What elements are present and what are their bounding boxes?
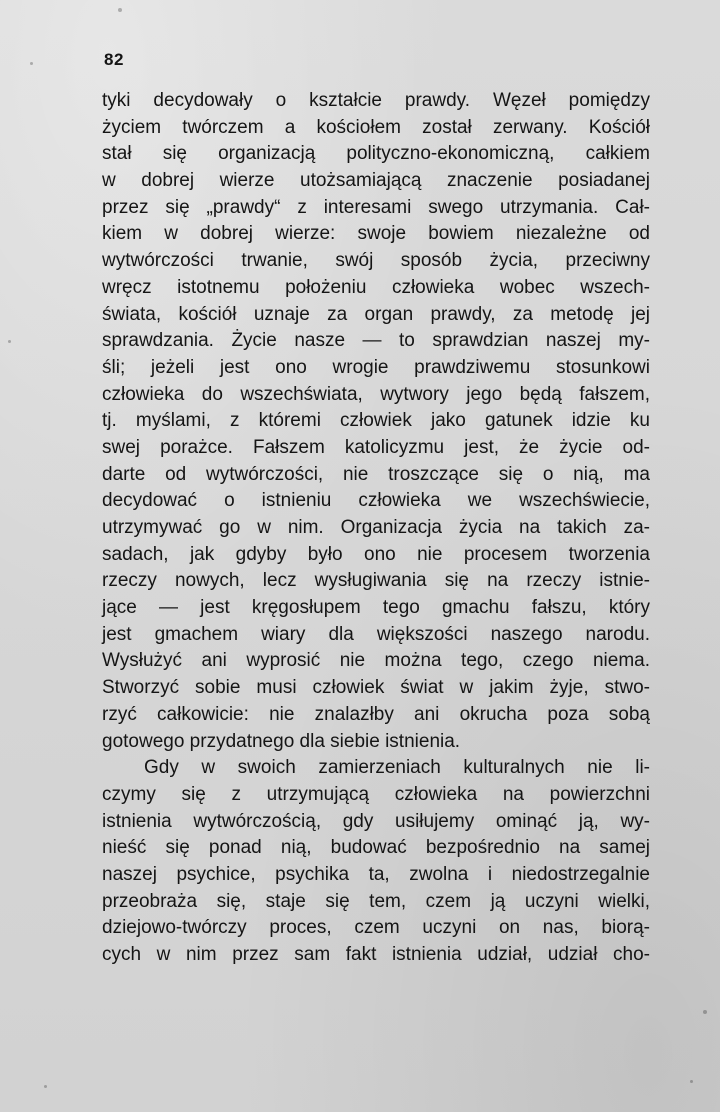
page-number: 82 [104, 50, 124, 69]
text-line: czymy się z utrzymującą człowieka na powierzchni [102, 783, 650, 805]
text-line: Gdy w swoich zamierzeniach kulturalnych nie li- [144, 757, 650, 779]
paper-speck [703, 1010, 707, 1014]
paper-speck [44, 1085, 47, 1088]
text-line: przez się „prawdy“ z interesami swego utrzymania. Cał- [102, 196, 650, 218]
paper-speck [30, 62, 33, 65]
text-line: naszej psychice, psychika ta, zwolna i niedostrzegalnie [102, 863, 650, 885]
text-line: sadach, jak gdyby było ono nie procesem tworzenia [102, 543, 650, 565]
text-line: darte od wytwórczości, nie troszczące się o nią, ma [102, 463, 650, 485]
text-line: nieść się ponad nią, budować bezpośrednio na samej [102, 837, 650, 859]
text-line: przeobraża się, staje się tem, czem ją uczyni wielki, [102, 890, 650, 912]
text-line: Wysłużyć ani wyprosić nie można tego, czego niema. [102, 650, 650, 672]
text-line: wytwórczości trwanie, swój sposób życia, przeciwny [102, 250, 650, 272]
text-line: cych w nim przez sam fakt istnienia udział, udział cho- [102, 944, 650, 965]
text-line: Stworzyć sobie musi człowiek świat w jakim żyje, stwo- [102, 677, 650, 699]
paper-speck [690, 1080, 693, 1083]
text-line: utrzymywać go w nim. Organizacja życia na takich za- [102, 517, 650, 538]
text-line: gotowego przydatnego dla siebie istnienia. [102, 730, 461, 752]
text-line: człowieka do wszechświata, wytwory jego będą fałszem, [102, 383, 650, 405]
text-line: dziejowo-twórczy proces, czem uczyni on nas, biorą- [102, 917, 650, 939]
text-line: życiem twórczem a kościołem został zerwany. Kościół [102, 116, 650, 138]
text-line: decydować o istnieniu człowieka we wszechświecie, [102, 490, 650, 512]
text-line: w dobrej wierze utożsamiającą znaczenie posiadanej [102, 170, 650, 192]
text-line: swej porażce. Fałszem katolicyzmu jest, że życie od- [102, 436, 650, 458]
text-line: wręcz istotnemu położeniu człowieka wobec wszech- [102, 276, 650, 298]
text-line: istnienia wytwórczością, gdy usiłujemy ominąć ją, wy- [102, 810, 650, 832]
text-line: stał się organizacją polityczno-ekonomiczną, całkiem [102, 143, 650, 165]
text-line: tj. myślami, z któremi człowiek jako gatunek idzie ku [102, 410, 650, 432]
body-text [102, 88, 650, 969]
text-line: tyki decydowały o kształcie prawdy. Węzeł pomiędzy [102, 90, 650, 111]
text-line: rzyć całkowicie: nie znalazłby ani okrucha poza sobą [102, 703, 650, 725]
paper-speck [8, 340, 11, 343]
text-line: jące — jest kręgosłupem tego gmachu fałszu, który [102, 597, 650, 619]
text-line: sprawdzania. Życie nasze — to sprawdzian naszej my- [102, 330, 650, 352]
text-line: świata, kościół uznaje za organ prawdy, za metodę jej [102, 303, 650, 325]
text-line: kiem w dobrej wierze: swoje bowiem niezależne od [102, 223, 650, 245]
text-line: jest gmachem wiary dla większości naszego narodu. [102, 623, 650, 645]
text-line: rzeczy nowych, lecz wysługiwania się na rzeczy istnie- [102, 570, 650, 592]
text-line: śli; jeżeli jest ono wrogie prawdziwemu stosunkowi [102, 356, 650, 378]
paper-speck [118, 8, 122, 12]
